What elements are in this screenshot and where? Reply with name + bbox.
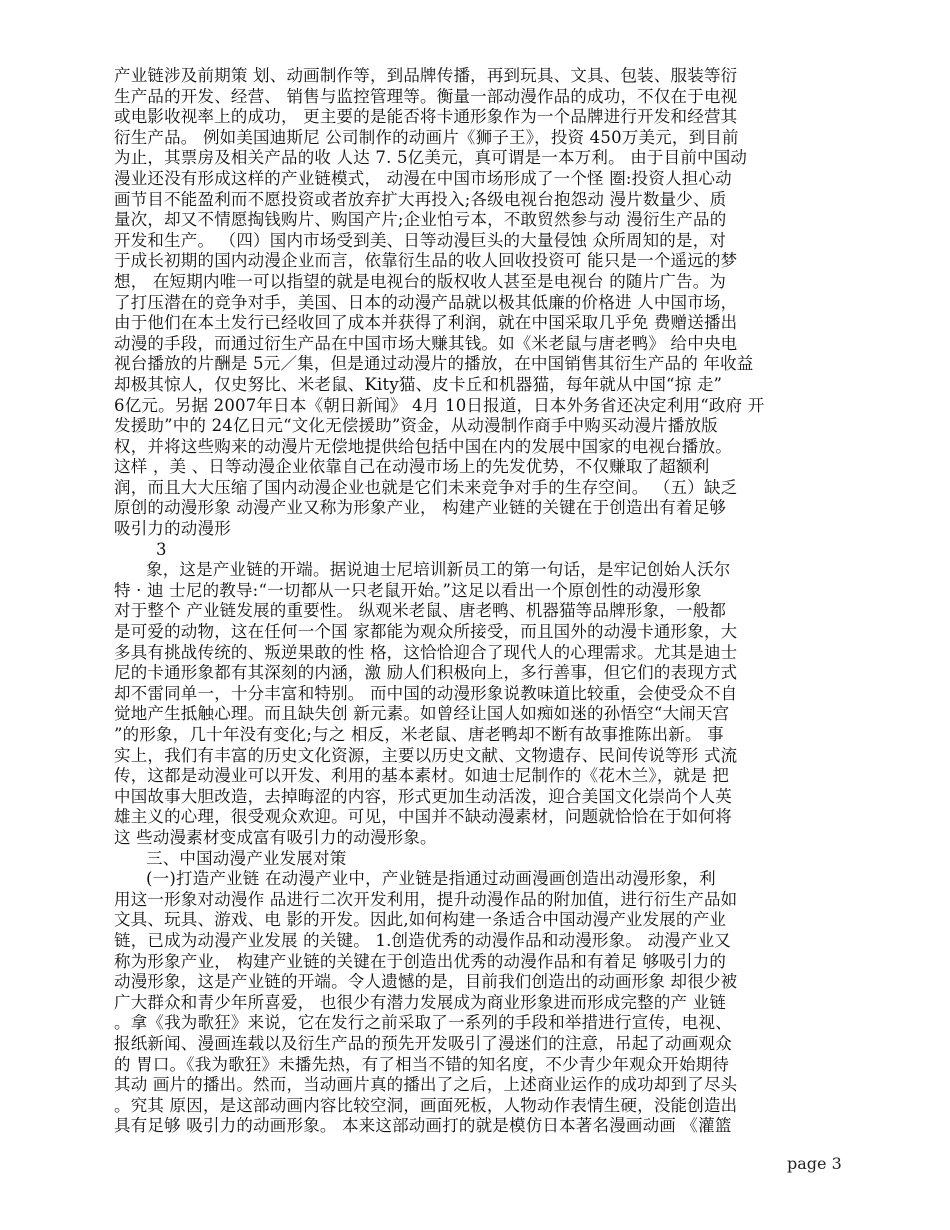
text-line: 吸引力的动漫形 [114,519,231,539]
text-line: 实上，我们有丰富的历史文化资源，主要以历史文献、文物遗存、民间传说等形 式流 [114,745,738,765]
text-line: 润，而且大大压缩了国内动漫企业也就是它们未来竞争对手的生存空间。 （五）缺乏 [114,477,738,497]
text-line: 尼的卡通形象都有其深刻的内涵，激 励人们积极向上，多行善事，但它们的表现方式 [114,663,738,683]
text-line: 觉地产生抵触心理。而且缺失创 新元素。如曾经让国人如痴如迷的孙悟空“大闹天宫 [114,704,730,724]
text-line: 漫业还没有形成这样的产业链模式， 动漫在中国市场形成了一个怪 圈:投资人担心动 [114,168,732,188]
text-line: 对于整个 产业链发展的重要性。 纵观米老鼠、唐老鸭、机器猫等品牌形象，一般都 [114,601,727,621]
text-line: 量次，却又不情愿掏钱购片、购国产片;企业怕亏本，不敢贸然参与动 漫衍生产品的 [114,210,727,230]
page-number: page 3 [787,1154,842,1173]
text-line: 衍生产品。 例如美国迪斯尼 公司制作的动画片《狮子王》，投资 450万美元，到目前 [114,127,739,147]
section-heading: 三、中国动漫产业发展对策 [146,848,347,868]
text-line: 用这一形象对动漫作 品进行二次开发利用，提升动漫作品的附加值，进行衍生产品如 [114,889,738,909]
text-line: 6亿元。另据 2007年日本《朝日新闻》 4月 10日报道，日本外务省还决定利用“政府 开 [114,395,765,415]
text-line: 生产品的开发、经营、 销售与监控管理等。衡量一部动漫作品的成功，不仅在于电视 [114,86,738,106]
text-line: 却极其惊人，仅史努比、米老鼠、Kity猫、皮卡丘和机器猫，每年就从中国“掠 走” [114,374,723,394]
text-line: 广大群众和青少年所喜爱， 也很少有潜力发展成为商业形象进而形成完整的产 业链 [114,992,727,1012]
text-line: 。究其 原因，是这部动画内容比较空洞，画面死板，人物动作表情生硬，没能创造出 [114,1095,738,1115]
text-line: 文具、玩具、游戏、电 影的开发。因此,如何构建一条适合中国动漫产业发展的产业 [114,910,727,930]
text-line: (一)打造产业链 在动漫产业中，产业链是指通过动画漫画创造出动漫形象，利 [146,869,716,889]
text-line: 雄主义的心理，很受观众欢迎。可见，中国并不缺动漫素材，问题就恰恰在于如何将 [114,807,732,827]
text-line: ”的形象，几十年没有变化;与之 相反，米老鼠、唐老鸭却不断有故事推陈出新。 事 [114,725,724,744]
text-line: 这 些动漫素材变成富有吸引力的动漫形象。 [114,827,437,847]
text-line: 发援助”中的 24亿日元“文化无偿援助”资金，从动漫制作商手中购买动漫片播放版 [114,416,718,436]
document-body [114,66,816,1137]
text-line: 产业链涉及前期策 划、动画制作等，到品牌传播，再到玩具、文具、包装、服装等衍 [114,66,738,85]
text-line: 的 胃口。《我为歌狂》未播先热，有了相当不错的知名度，不少青少年观众开始期待 [114,1054,730,1074]
text-line: 想， 在短期内唯一可以指望的就是电视台的版权收人甚至是电视台 的随片广告。为 [114,271,727,291]
text-line: 原创的动漫形象 动漫产业又称为形象产业， 构建产业链的关键在于创造出有着足够 [114,498,727,518]
text-line: 视台播放的片酬是 5元／集，但是通过动漫片的播放，在中国销售其衍生产品的 年收益 [114,354,754,374]
text-line: 或电影收视率上的成功， 更主要的是能否将卡通形象作为一个品牌进行开发和经营其 [114,107,738,127]
text-line: 其动 画片的播出。然而，当动画片真的播出了之后，上述商业运作的成功却到了尽头 [114,1075,738,1095]
inline-page-marker: 3 [156,539,167,559]
text-line: 动漫的手段，而通过衍生产品在中国市场大赚其钱。如《米老鼠与唐老鸭》 给中央电 [114,333,738,353]
text-line: 多具有挑战传统的、叛逆果敢的性 格，这恰恰迎合了现代人的心理需求。尤其是迪士 [114,642,738,662]
text-line: 了打压潜在的竞争对手，美国、日本的动漫产品就以极其低廉的价格进 人中国市场， [114,292,738,312]
text-line: 为止，其票房及相关产品的收 人达 7. 5亿美元，真可谓是一本万利。 由于目前中国动 [114,148,748,168]
text-line: 报纸新闻、漫画连载以及衍生产品的预先开发吸引了漫迷们的注意，吊起了动画观众 [114,1033,732,1053]
text-line: 由于他们在本土发行已经收回了成本并获得了利润，就在中国采取几乎免 费赠送播出 [114,313,738,333]
text-line: 画节目不能盈利而不愿投资或者放弃扩大再投入;各级电视台抱怨动 漫片数量少、质 [114,189,727,209]
text-line: 。拿《我为歌狂》来说，它在发行之前采取了一系列的手段和举措进行宣传，电视、 [114,1013,732,1033]
text-line: 权，并将这些购来的动漫片无偿地提供给包括中国在内的发展中国家的电视台播放。 [114,436,732,456]
text-line: 于成长初期的国内动漫企业而言，依靠衍生品的收人回收投资可 能只是一个遥远的梦 [114,251,738,271]
text-line: 是可爱的动物，这在任何一个国 家都能为观众所接受，而且国外的动漫卡通形象，大 [114,622,738,642]
text-line: 传，这都是动漫业可以开发、利用的基本素材。如迪士尼制作的《花木兰》，就是 把 [114,766,730,786]
text-line: 特 · 迪 士尼的教导:“一切都从一只老鼠开始。”这足以看出一个原创性的动漫形象 [114,580,702,600]
text-line: 却不雷同单一，十分丰富和特别。 而中国的动漫形象说教味道比较重，会使受众不自 [114,683,738,703]
text-line: 开发和生产。 （四）国内市场受到美、日等动漫巨头的大量侵蚀 众所周知的是，对 [114,230,727,250]
text-line: 象，这是产业链的开端。据说迪士尼培训新员工的第一句话，是牢记创始人沃尔 [146,560,731,580]
text-line: 这样 ，美 、日等动漫企业依靠自己在动漫市场上的先发优势，不仅赚取了超额利 [114,457,710,477]
text-line: 动漫形象，这是产业链的开端。令人遗憾的是，目前我们创造出的动画形象 却很少被 [114,972,738,992]
text-line: 具有足够 吸引力的动画形象。 本来这部动画打的就是模仿日本著名漫画动画 《灌篮 [114,1116,732,1136]
text-line: 中国故事大胆改造，去掉晦涩的内容，形式更加生动活泼，迎合美国文化崇尚个人英 [114,786,732,806]
text-line: 链，已成为动漫产业发展 的关键。 1.创造优秀的动漫作品和动漫形象。 动漫产业又 [114,930,731,950]
text-line: 称为形象产业， 构建产业链的关键在于创造出优秀的动漫作品和有着足 够吸引力的 [114,951,727,971]
